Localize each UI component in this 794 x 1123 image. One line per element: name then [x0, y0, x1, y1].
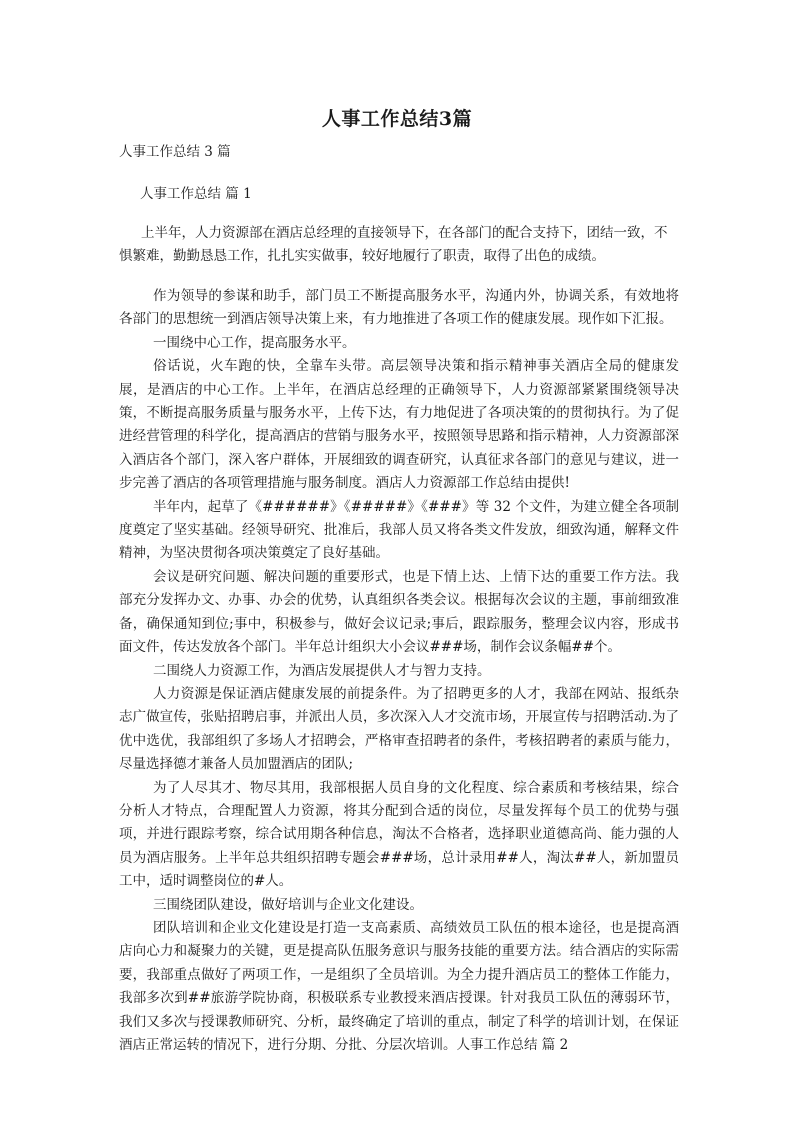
paragraph: 半年内，起草了《######》《#####》《###》等 32 个文件，为建立健全各项制度奠定了坚实基础。经领导研究、批准后，我部人员又将各类文件发放，细致沟通，解释文件精神，为坚决贯彻各项决策奠定了良好基础。: [119, 498, 679, 562]
document-subtitle: 人事工作总结 3 篇: [119, 144, 231, 160]
paragraph-heading: 三围绕团队建设，做好培训与企业文化建设。: [153, 896, 423, 913]
paragraph: 会议是研究问题、解决问题的重要形式，也是下情上达、上情下达的重要工作方法。我部充分发挥办文、办事、办会的优势，认真组织各类会议。根据每次会议的主题，事前细致准备，确保通知到位;事中，积极参与，做好会议记录;事后，跟踪服务，整理会议内容，形成书面文件，传达发放各个部门。半年总计组织大小会议###场，制作会议条幅##个。: [119, 568, 679, 656]
paragraph: 俗话说，火车跑的快，全靠车头带。高层领导决策和指示精神事关酒店全局的健康发展，是酒店的中心工作。上半年，在酒店总经理的正确领导下，人力资源部紧紧围绕领导决策，不断提高服务质量与服务水平，上传下达，有力地促进了各项决策的的贯彻执行。为了促进经营管理的科学化，提高酒店的营销与服务水平，按照领导思路和指示精神，人力资源部深入酒店各个部门，深入客户群体，开展细致的调查研究，认真征求各部门的意见与建议，进一步完善了酒店的各项管理措施与服务制度。酒店人力资源部工作总结由提供!: [119, 358, 679, 492]
body-text: [119, 285, 679, 1057]
paragraph-heading: 二围绕人力资源工作，为酒店发展提供人才与智力支持。: [153, 662, 491, 679]
intro-paragraph: 上半年，人力资源部在酒店总经理的直接领导下，在各部门的配合支持下，团结一致，不惧繁难，勤勤恳恳工作，扎扎实实做事，较好地履行了职责，取得了出色的成绩。: [119, 225, 668, 264]
paragraph-heading: 一围绕中心工作，提高服务水平。: [153, 334, 356, 351]
section-heading: 人事工作总结 篇 1: [140, 186, 252, 202]
document-title: 人事工作总结3篇: [321, 108, 473, 130]
paragraph: 为了人尽其才、物尽其用，我部根据人员自身的文化程度、综合素质和考核结果，综合分析人才特点，合理配置人力资源，将其分配到合适的岗位，尽量发挥每个员工的优势与强项，并进行跟踪考察，综合试用期各种信息，淘汰不合格者，选择职业道德高尚、能力强的人员为酒店服务。上半年总共组织招聘专题会###场，总计录用##人，淘汰##人，新加盟员工中，适时调整岗位的#人。: [119, 779, 679, 890]
paragraph: 人力资源是保证酒店健康发展的前提条件。为了招聘更多的人才，我部在网站、报纸杂志广做宣传，张贴招聘启事，并派出人员，多次深入人才交流市场，开展宣传与招聘活动.为了优中选优，我部组织了多场人才招聘会，严格审查招聘者的条件，考核招聘者的素质与能力，尽量选择德才兼备人员加盟酒店的团队;: [119, 685, 679, 773]
paragraph: 团队培训和企业文化建设是打造一支高素质、高绩效员工队伍的根本途径，也是提高酒店向心力和凝聚力的关键，更是提高队伍服务意识与服务技能的重要方法。结合酒店的实际需要，我部重点做好了两项工作，一是组织了全员培训。为全力提升酒店员工的整体工作能力，我部多次到##旅游学院协商，积极联系专业教授来酒店授课。针对我员工队伍的薄弱环节，我们又多次与授课教师研究、分析，最终确定了培训的重点，制定了科学的培训计划，在保证酒店正常运转的情况下，进行分期、分批、分层次培训。人事工作总结 篇 2: [119, 919, 679, 1053]
paragraph: 作为领导的参谋和助手，部门员工不断提高服务水平，沟通内外，协调关系，有效地将各部门的思想统一到酒店领导决策上来，有力地推进了各项工作的健康发展。现作如下汇报。: [119, 288, 679, 328]
